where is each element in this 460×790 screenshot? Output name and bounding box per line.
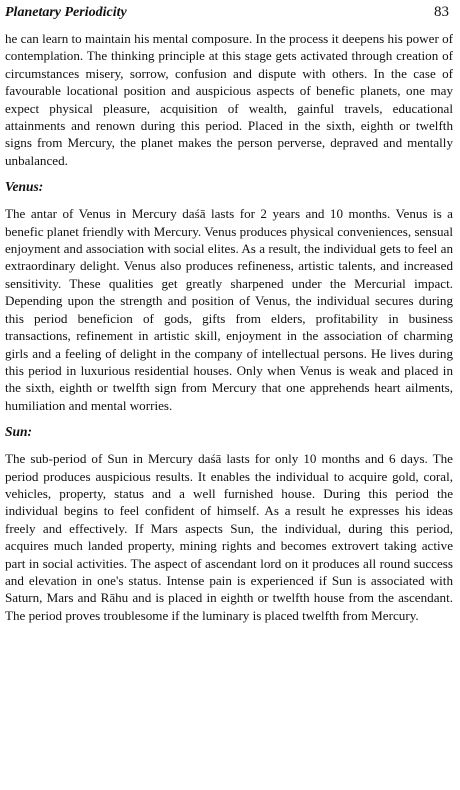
intro-paragraph: he can learn to maintain his mental composure. In the process it deepens his power of contemplation. The thinking principle at this stage gets activated through creation of circumstances misery, sorrow, confusion and dispute with others. In the case of favourable locational position and auspicious aspects of benefic planets, one may expect physical pleasure, acquisition of wealth, gainful travels, educational attainments and renown during this period. Placed in the sixth, eighth or twelfth signs from Mercury, the planet makes the person perverse, depraved and mentally unbalanced. [5,31,453,168]
venus-heading: Venus: [5,179,44,195]
venus-paragraph: The antar of Venus in Mercury daśā lasts for 2 years and 10 months. Venus is a benefic planet friendly with Mercury. Venus produces physical conveniences, sensual enjoyment and association with social elites. As a result, the individual gets to feel an extraordinary delight. Venus also produces refineness, artistic talents, and increased sensitivity. These qualities get greatly sharpened under the Mercurial impact. Depending upon the strength and position of Venus, the individual secures during this period beneficion of gods, gifts from elders, profitability in business transactions, refinement in artistic skill, enjoyment in the association of charming girls and a feeling of delight in the company of intellectual persons. He lives during this period in luxurious residential houses. Only when Venus is weak and placed in the sixth, eighth or twelfth sign from Mercury that one apprehends heart ailments, humiliation and mental worries. [5,206,453,413]
sun-paragraph: The sub-period of Sun in Mercury daśā lasts for only 10 months and 6 days. The period produces auspicious results. It enables the individual to acquire gold, coral, vehicles, property, status and a well furnished house. During this period the individual begins to feel confident of himself. As a result he expresses his ideas freely and effectively. If Mars aspects Sun, the individual, during this period, acquires much landed property, mining rights and becomes extrovert taking active part in social activities. The aspect of ascendant lord on it produces all round success and elevation in one's status. Intense pain is experienced if Sun is associated with Saturn, Mars and Rāhu and is placed in eighth or twelfth house from the ascendant. The period proves troublesome if the luminary is placed twelfth from Mercury. [5,451,453,623]
book-page [5,4,453,624]
running-title: Planetary Periodicity [5,5,127,20]
page-header [5,4,453,30]
page-number: 83 [434,4,449,20]
sun-heading: Sun: [5,424,33,440]
